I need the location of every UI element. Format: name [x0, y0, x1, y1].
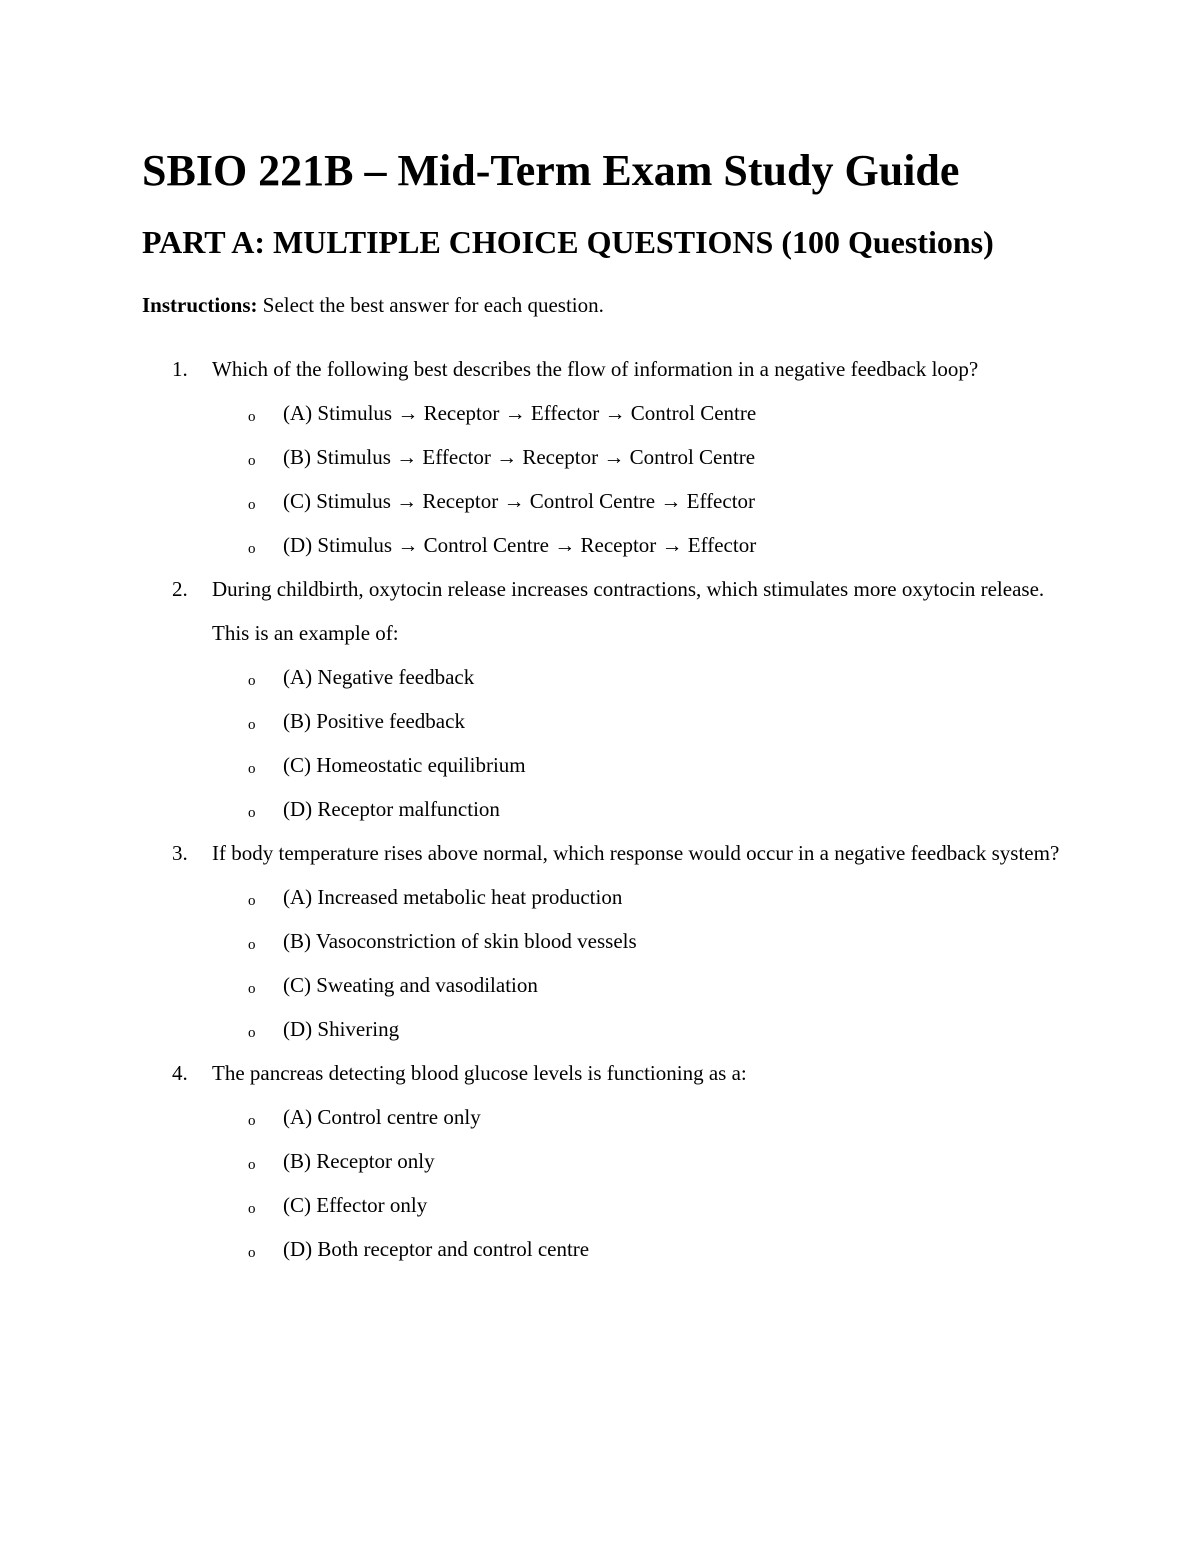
bullet-icon: o: [248, 1245, 256, 1261]
option-list: [212, 655, 1072, 831]
option-item: [212, 479, 1072, 523]
option-text: (C) Stimulus → Receptor → Control Centre → Effector: [283, 489, 756, 513]
option-item: [212, 963, 1072, 1007]
bullet-icon: o: [248, 761, 256, 777]
question-text: Which of the following best describes the flow of information in a negative feedback loop?: [212, 357, 979, 381]
question-text: During childbirth, oxytocin release increases contractions, which stimulates more oxytocin release. This is an example of:: [212, 577, 1045, 645]
option-text: (A) Stimulus → Receptor → Effector → Control Centre: [283, 401, 757, 425]
option-item: [212, 1139, 1072, 1183]
bullet-icon: o: [248, 893, 256, 909]
option-list: [212, 875, 1072, 1051]
document-title: SBIO 221B – Mid-Term Exam Study Guide: [142, 146, 960, 195]
bullet-icon: o: [248, 805, 256, 821]
section-heading: PART A: MULTIPLE CHOICE QUESTIONS (100 Questions): [142, 224, 994, 260]
option-text: (A) Increased metabolic heat production: [283, 885, 623, 909]
question-number: 2.: [172, 577, 188, 601]
option-text: (C) Homeostatic equilibrium: [283, 753, 526, 777]
option-list: [212, 1095, 1072, 1271]
option-text: (D) Both receptor and control centre: [283, 1237, 590, 1261]
bullet-icon: o: [248, 1201, 256, 1217]
question-number: 3.: [172, 841, 188, 865]
option-item: [212, 1095, 1072, 1139]
option-text: (D) Stimulus → Control Centre → Receptor → Effector: [283, 533, 757, 557]
option-text: (B) Positive feedback: [283, 709, 465, 733]
bullet-icon: o: [248, 937, 256, 953]
bullet-icon: o: [248, 1025, 256, 1041]
document-page: [142, 138, 1072, 1271]
question-text: The pancreas detecting blood glucose levels is functioning as a:: [212, 1061, 747, 1085]
option-text: (D) Receptor malfunction: [283, 797, 500, 821]
option-text: (C) Sweating and vasodilation: [283, 973, 538, 997]
option-text: (A) Control centre only: [283, 1105, 481, 1129]
option-text: (B) Vasoconstriction of skin blood vessels: [283, 929, 637, 953]
instructions-label: Instructions:: [142, 293, 258, 317]
option-item: [212, 655, 1072, 699]
question-3: [142, 831, 1072, 1051]
question-list: [142, 347, 1072, 1271]
option-item: [212, 391, 1072, 435]
option-item: [212, 875, 1072, 919]
option-item: [212, 1007, 1072, 1051]
question-number: 1.: [172, 357, 188, 381]
bullet-icon: o: [248, 673, 256, 689]
option-text: (B) Stimulus → Effector → Receptor → Control Centre: [283, 445, 756, 469]
option-item: [212, 787, 1072, 831]
option-item: [212, 743, 1072, 787]
question-number: 4.: [172, 1061, 188, 1085]
option-text: (A) Negative feedback: [283, 665, 475, 689]
option-item: [212, 1227, 1072, 1271]
bullet-icon: o: [248, 1113, 256, 1129]
question-4: [142, 1051, 1072, 1271]
question-text: If body temperature rises above normal, which response would occur in a negative feedback system?: [212, 841, 1060, 865]
question-2: [142, 567, 1072, 831]
option-item: [212, 523, 1072, 567]
instructions: [142, 290, 1072, 320]
option-text: (C) Effector only: [283, 1193, 428, 1217]
bullet-icon: o: [248, 409, 256, 425]
bullet-icon: o: [248, 497, 256, 513]
option-text: (B) Receptor only: [283, 1149, 435, 1173]
option-item: [212, 435, 1072, 479]
option-list: [212, 391, 1072, 567]
question-1: [142, 347, 1072, 567]
bullet-icon: o: [248, 1157, 256, 1173]
bullet-icon: o: [248, 541, 256, 557]
option-text: (D) Shivering: [283, 1017, 400, 1041]
bullet-icon: o: [248, 453, 256, 469]
instructions-text: Select the best answer for each question.: [257, 293, 604, 317]
option-item: [212, 699, 1072, 743]
bullet-icon: o: [248, 981, 256, 997]
bullet-icon: o: [248, 717, 256, 733]
option-item: [212, 919, 1072, 963]
option-item: [212, 1183, 1072, 1227]
